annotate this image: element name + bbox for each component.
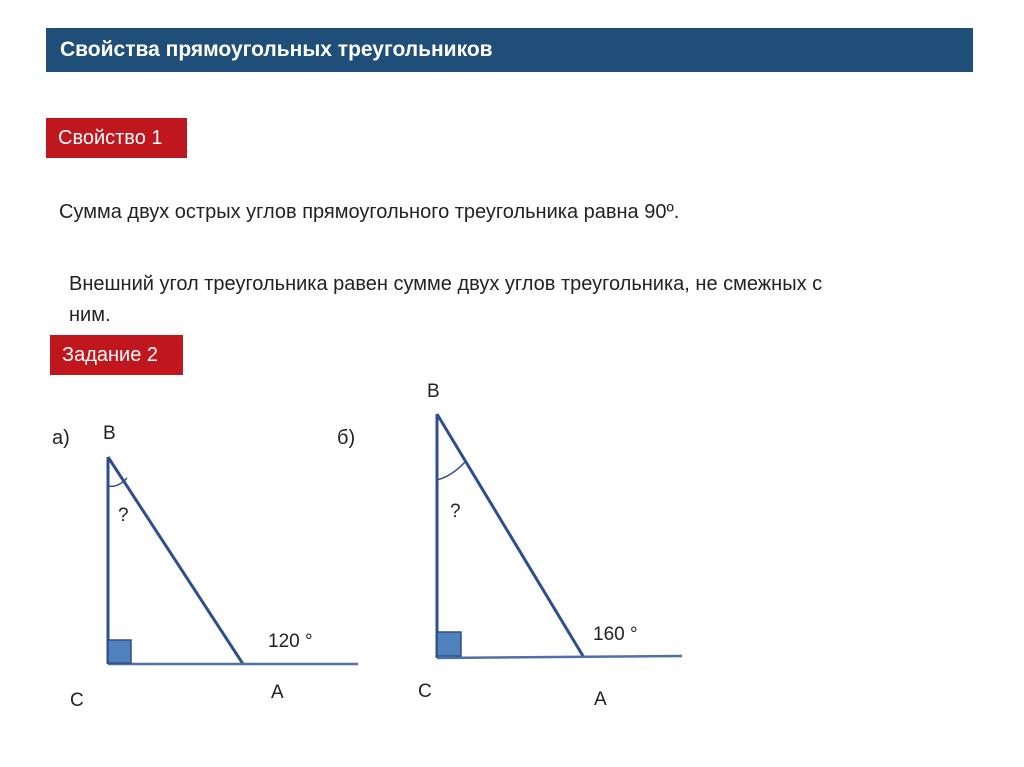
statement-2-line-1: Внешний угол треугольника равен сумме двух углов треугольника, не смежных с	[69, 273, 823, 295]
property-label: Свойство 1	[46, 118, 187, 158]
exterior-angle-a: 120 °	[268, 631, 313, 652]
statement-1: Сумма двух острых углов прямоугольного треугольника равна 90º.	[59, 201, 680, 223]
part-label-b: б)	[337, 427, 356, 449]
unknown-angle-b: ?	[450, 501, 461, 522]
right-angle-marker-a	[108, 640, 131, 663]
angle-arc-b	[437, 462, 465, 480]
vertex-b-a: В	[103, 423, 116, 444]
slide-title: Свойства прямоугольных треугольников	[46, 28, 973, 72]
triangle-b	[337, 381, 682, 710]
hypotenuse-ab-b	[437, 414, 583, 656]
unknown-angle-a: ?	[118, 505, 129, 526]
leg-ca-extended-b	[437, 656, 682, 658]
exterior-angle-b: 160 °	[593, 624, 638, 645]
right-angle-marker-b	[437, 632, 461, 656]
vertex-c-a: С	[70, 690, 84, 711]
vertex-c-b: С	[418, 681, 432, 702]
task-label: Задание 2	[50, 335, 183, 375]
part-label-a: а)	[52, 427, 70, 449]
triangle-a	[52, 423, 358, 711]
vertex-b-b: В	[427, 381, 440, 402]
hypotenuse-ab-a	[108, 457, 243, 664]
vertex-a-b: А	[594, 689, 607, 710]
vertex-a-a: А	[271, 682, 284, 703]
statement-2-line-2: ним.	[69, 304, 111, 326]
